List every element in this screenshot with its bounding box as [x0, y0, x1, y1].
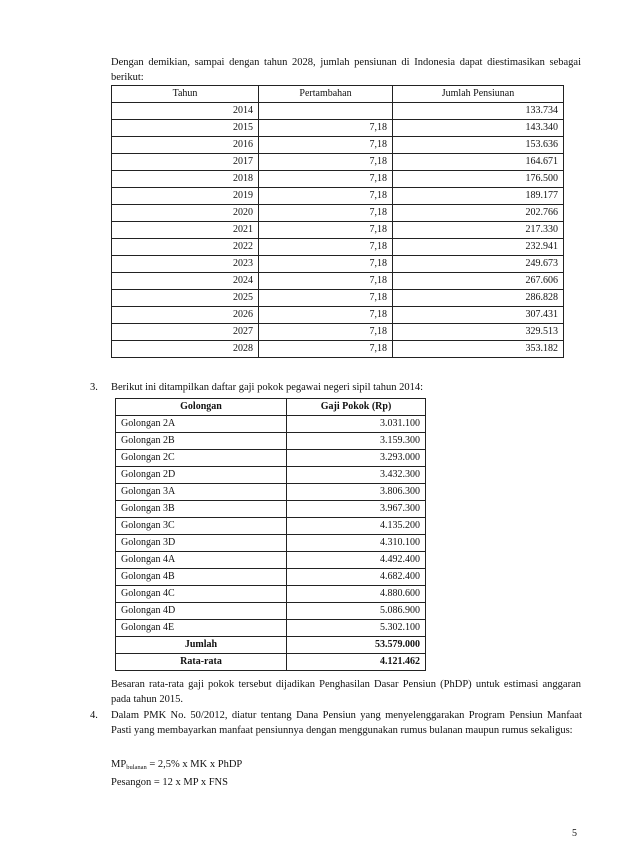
- total-row: [116, 637, 426, 654]
- table-row: [112, 341, 564, 358]
- grade-cell: Golongan 2D: [116, 467, 287, 484]
- header-golongan: Golongan: [116, 399, 287, 416]
- growth-cell: 7,18: [259, 171, 393, 188]
- year-cell: 2023: [112, 256, 259, 273]
- growth-cell: 7,18: [259, 239, 393, 256]
- year-cell: 2020: [112, 205, 259, 222]
- table-row: [116, 569, 426, 586]
- table-row: [112, 154, 564, 171]
- intro-paragraph: Dengan demikian, sampai dengan tahun 2028, jumlah pensiunan di Indonesia dapat diestimasikan sebagai berikut:: [111, 57, 581, 83]
- salary-cell: 3.159.300: [287, 433, 426, 450]
- header-gaji-pokok: Gaji Pokok (Rp): [287, 399, 426, 416]
- salary-cell: 4.492.400: [287, 552, 426, 569]
- table-row: [112, 222, 564, 239]
- table-row: [112, 120, 564, 137]
- pensioner-count-cell: 249.673: [393, 256, 564, 273]
- salary-cell: 4.880.600: [287, 586, 426, 603]
- growth-cell: 7,18: [259, 188, 393, 205]
- list-number: 3.: [90, 382, 98, 393]
- page-number: 5: [572, 828, 577, 839]
- average-row: [116, 654, 426, 671]
- year-cell: 2026: [112, 307, 259, 324]
- salary-cell: 3.031.100: [287, 416, 426, 433]
- pensioner-count-cell: 153.636: [393, 137, 564, 154]
- table-row: [112, 290, 564, 307]
- table-row: [112, 307, 564, 324]
- salary-cell: 4.682.400: [287, 569, 426, 586]
- total-value: 53.579.000: [287, 637, 426, 654]
- grade-cell: Golongan 2B: [116, 433, 287, 450]
- growth-cell: 7,18: [259, 205, 393, 222]
- salary-cell: 4.310.100: [287, 535, 426, 552]
- pensioner-count-cell: 217.330: [393, 222, 564, 239]
- growth-cell: 7,18: [259, 137, 393, 154]
- table-row: [116, 501, 426, 518]
- salary-table: [115, 398, 426, 671]
- year-cell: 2015: [112, 120, 259, 137]
- grade-cell: Golongan 3C: [116, 518, 287, 535]
- growth-cell: 7,18: [259, 256, 393, 273]
- table-row: [112, 239, 564, 256]
- list-text: Berikut ini ditampilkan daftar gaji pokok pegawai negeri sipil tahun 2014:: [111, 382, 424, 393]
- grade-cell: Golongan 4E: [116, 620, 287, 637]
- grade-cell: Golongan 2A: [116, 416, 287, 433]
- growth-cell: 7,18: [259, 120, 393, 137]
- year-cell: 2019: [112, 188, 259, 205]
- table-row: [116, 416, 426, 433]
- pensioner-count-cell: 307.431: [393, 307, 564, 324]
- pension-estimate-table: [111, 85, 564, 358]
- pensioner-count-cell: 143.340: [393, 120, 564, 137]
- salary-cell: 3.432.300: [287, 467, 426, 484]
- salary-cell: 5.086.900: [287, 603, 426, 620]
- pensioner-count-cell: 267.606: [393, 273, 564, 290]
- table-row: [112, 103, 564, 120]
- salary-cell: 3.967.300: [287, 501, 426, 518]
- formula-subscript: bulanan: [126, 764, 147, 771]
- table-row: [116, 603, 426, 620]
- pensioner-count-cell: 232.941: [393, 239, 564, 256]
- year-cell: 2022: [112, 239, 259, 256]
- growth-cell: [259, 103, 393, 120]
- pensioner-count-cell: 353.182: [393, 341, 564, 358]
- year-cell: 2016: [112, 137, 259, 154]
- table-header-row: [112, 86, 564, 103]
- table-row: [112, 324, 564, 341]
- salary-cell: 3.293.000: [287, 450, 426, 467]
- grade-cell: Golongan 3A: [116, 484, 287, 501]
- formula-monthly: [111, 757, 242, 775]
- grade-cell: Golongan 3B: [116, 501, 287, 518]
- header-jumlah-pensiunan: Jumlah Pensiunan: [393, 86, 564, 103]
- year-cell: 2017: [112, 154, 259, 171]
- growth-cell: 7,18: [259, 307, 393, 324]
- year-cell: 2028: [112, 341, 259, 358]
- table-row: [112, 273, 564, 290]
- pensioner-count-cell: 189.177: [393, 188, 564, 205]
- pensioner-count-cell: 164.671: [393, 154, 564, 171]
- table-row: [116, 450, 426, 467]
- grade-cell: Golongan 4C: [116, 586, 287, 603]
- table-row: [116, 552, 426, 569]
- growth-cell: 7,18: [259, 222, 393, 239]
- year-cell: 2014: [112, 103, 259, 120]
- year-cell: 2027: [112, 324, 259, 341]
- table-row: [112, 171, 564, 188]
- year-cell: 2025: [112, 290, 259, 307]
- salary-note: Besaran rata-rata gaji pokok tersebut dijadikan Penghasilan Dasar Pensiun (PhDP) untuk estimasi anggaran pada tahun 2015.: [111, 679, 581, 705]
- grade-cell: Golongan 4B: [116, 569, 287, 586]
- table-row: [116, 433, 426, 450]
- table-row: [112, 137, 564, 154]
- table-row: [112, 188, 564, 205]
- formula-lump-sum: Pesangon = 12 x MP x FNS: [111, 777, 228, 788]
- table-row: [116, 484, 426, 501]
- table-header-row: [116, 399, 426, 416]
- table-row: [112, 205, 564, 222]
- pensioner-count-cell: 286.828: [393, 290, 564, 307]
- list-text: Dalam PMK No. 50/2012, diatur tentang Dana Pensiun yang menyelenggarakan Program Pensiun Manfaat Pasti yang membayarkan manfaat pensiunnya dengan menggunakan rumus bulanan maupun rumus sekaligus:: [111, 710, 582, 736]
- salary-cell: 3.806.300: [287, 484, 426, 501]
- pensioner-count-cell: 329.513: [393, 324, 564, 341]
- growth-cell: 7,18: [259, 273, 393, 290]
- total-label: Jumlah: [116, 637, 287, 654]
- formula-rest: = 2,5% x MK x PhDP: [146, 759, 243, 770]
- year-cell: 2024: [112, 273, 259, 290]
- average-label: Rata-rata: [116, 654, 287, 671]
- table-row: [116, 467, 426, 484]
- grade-cell: Golongan 4A: [116, 552, 287, 569]
- header-pertambahan: Pertambahan: [259, 86, 393, 103]
- header-tahun: Tahun: [112, 86, 259, 103]
- table-row: [116, 518, 426, 535]
- table-row: [116, 620, 426, 637]
- pensioner-count-cell: 176.500: [393, 171, 564, 188]
- table-row: [112, 256, 564, 273]
- grade-cell: Golongan 4D: [116, 603, 287, 620]
- pensioner-count-cell: 202.766: [393, 205, 564, 222]
- growth-cell: 7,18: [259, 154, 393, 171]
- salary-cell: 5.302.100: [287, 620, 426, 637]
- year-cell: 2018: [112, 171, 259, 188]
- pensioner-count-cell: 133.734: [393, 103, 564, 120]
- table-row: [116, 535, 426, 552]
- average-value: 4.121.462: [287, 654, 426, 671]
- growth-cell: 7,18: [259, 324, 393, 341]
- growth-cell: 7,18: [259, 290, 393, 307]
- grade-cell: Golongan 2C: [116, 450, 287, 467]
- salary-cell: 4.135.200: [287, 518, 426, 535]
- year-cell: 2021: [112, 222, 259, 239]
- list-number: 4.: [90, 710, 98, 721]
- growth-cell: 7,18: [259, 341, 393, 358]
- grade-cell: Golongan 3D: [116, 535, 287, 552]
- formula-mp: MP: [111, 759, 127, 770]
- table-row: [116, 586, 426, 603]
